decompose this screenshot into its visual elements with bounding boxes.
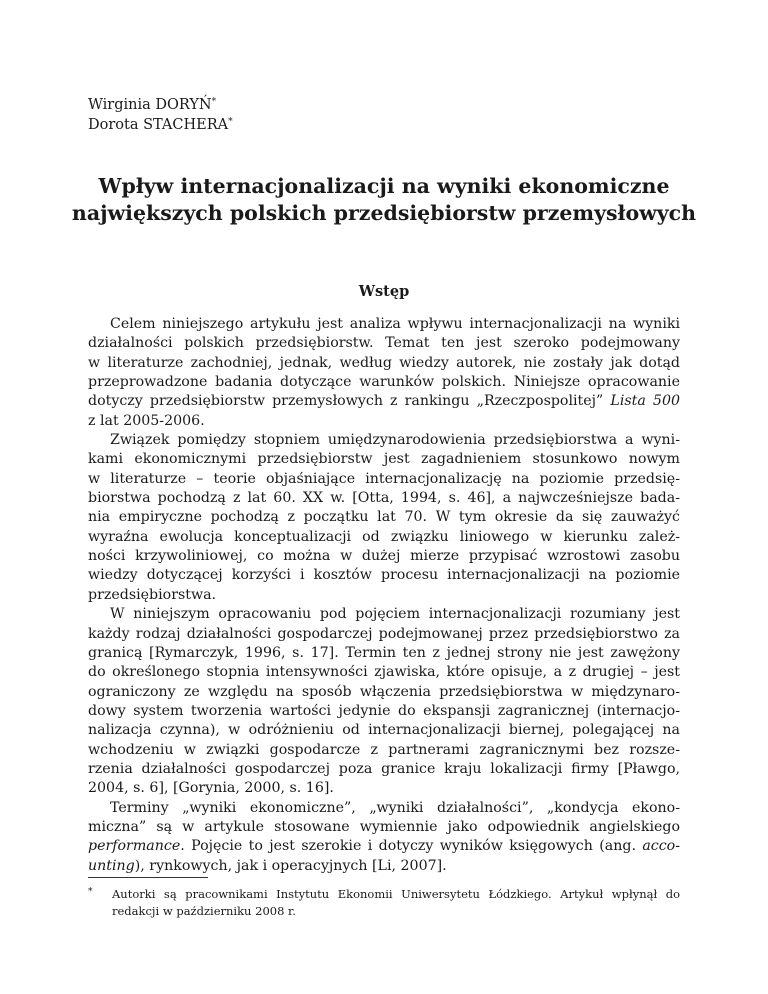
text-line: Terminy „wyniki ekonomiczne”, „wyniki działalności”, „kondycja ekono- [110,799,680,816]
text-line: przeprowadzone badania dotyczące warunków polskich. Niniejsze opracowanie [88,374,680,391]
text-line: w literaturze – teorie objaśniające internacjonalizację na poziomie przedsię- [88,470,680,487]
footnote-marker: * [211,97,217,107]
footnote-rule [88,877,208,878]
text-line: unting), rynkowych, jak i operacyjnych [Li, 2007]. [88,857,447,874]
text-line: biorstwa pochodzą z lat 60. XX w. [Otta, 1994, s. 46], a najwcześniejsze bada- [88,490,680,507]
text-line: dotyczy przedsiębiorstw przemysłowych z rankingu „Rzeczpospolitej” Lista 500 [88,393,680,410]
text-line: granicą [Rymarczyk, 1996, s. 17]. Termin ten z jednej strony nie jest zawężony [88,644,680,661]
author: Wirginia DORYŃ* [88,97,217,113]
text-line: każdy rodzaj działalności gospodarczej podejmowanej przez przedsiębiorstwo za [88,625,680,642]
text-line: wchodzeniu w związki gospodarcze z partnerami zagranicznymi bez rozsze- [88,741,680,758]
text-line: Celem niniejszego artykułu jest analiza wpływu internacjonalizacji na wyniki [110,316,680,332]
text-line: do określonego stopnia intensywności zjawiska, które opisuje, a z drugiej – jest [88,664,680,681]
footnote [88,886,680,920]
title-line: Wpływ internacjonalizacji na wyniki ekonomiczne [98,174,670,198]
text-line: działalności polskich przedsiębiorstw. Temat ten jest szeroko podejmowany [88,335,680,352]
footnote-text [112,886,680,920]
text-line: w literaturze zachodniej, jednak, według wiedzy autorek, nie zostały jak dotąd [88,354,680,371]
text-line: W niniejszym opracowaniu pod pojęciem internacjonalizacji rozumiany jest [110,606,680,623]
article-title [60,173,708,227]
paragraph [88,605,680,798]
text-line: nia empiryczne pochodzą z początku lat 70. W tym okresie da się zauważyć [88,509,680,526]
author: Dorota STACHERA* [88,117,233,133]
title-line: największych polskich przedsiębiorstw przemysłowych [71,201,697,225]
footnote-line: redakcji w październiku 2008 r. [112,904,296,918]
footnote-line: Autorki są pracownikami Instytutu Ekonomii Uniwersytetu Łódzkiego. Artykuł wpłynął do [112,887,680,901]
text-line: 2004, s. 6], [Gorynia, 2000, s. 16]. [88,780,334,797]
text-line: miczna” są w artykule stosowane wymiennie jako odpowiednik angielskiego [88,818,680,835]
text-line: przedsiębiorstwa. [88,586,217,603]
paragraph [88,431,680,605]
paragraph [88,315,680,431]
author-list [88,95,233,135]
footnote-marker: * [228,117,233,127]
text-line: z lat 2005-2006. [88,412,205,429]
text-line: performance. Pojęcie to jest szerokie i dotyczy wyników księgowych (ang. acco- [88,838,680,855]
text-line: Związek pomiędzy stopniem umiędzynarodowienia przedsiębiorstwa a wyni- [110,432,680,449]
text-line: ności krzywoliniowej, co można w dużej mierze przypisać wzrostowi zasobu [88,548,680,565]
text-line: wiedzy dotyczącej korzyści i kosztów procesu internacjonalizacji na poziomie [88,567,680,584]
section-heading: Wstęp [358,283,410,300]
text-line: dowy system tworzenia wartości jedynie do ekspansji zagranicznej (internacjo- [88,702,680,719]
text-line: nalizacja czynna), w odróżnieniu od internacjonalizacji biernej, polegającej na [88,722,680,739]
paragraph [88,799,680,876]
text-line: ograniczony ze względu na sposób włączenia przedsiębiorstwa w międzynaro- [88,683,680,700]
text-line: rzenia działalności gospodarczej poza granice kraju lokalizacji firmy [Pławgo, [88,760,680,777]
footnote-marker: * [88,887,93,897]
text-line: kami ekonomicznymi przedsiębiorstw jest zagadnieniem stosunkowo nowym [88,451,680,468]
article-body [88,315,680,876]
text-line: wyraźna ewolucja konceptualizacji od związku liniowego w kierunku zależ- [88,528,680,545]
